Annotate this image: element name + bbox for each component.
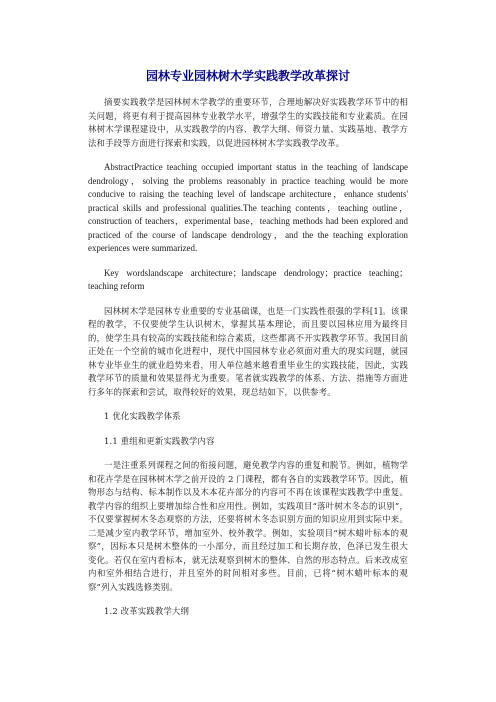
subsection-heading-1-2: 1.2 改革实践教学大纲 [104,606,189,616]
paper-title: 园林专业园林树木学实践教学改革探讨 [145,69,350,83]
document-page [88,68,408,630]
section-heading-1: 1 优化实践教学体系 [104,411,181,421]
subsection-body-1-1: 一是注重系列课程之间的衔接问题，避免教学内容的重复和脱节。例如，植物学和花卉学是在园林树木学之前开设的 2 门课程，都有各自的实践教学环节。因此，植物形态与结构、标本制作以及木本花卉部分的内容可不再在该课程实践教学中重复。教学内容的组织上要增加综合性和应用性。例如，实践项目“落叶树木冬态的识别”，不仅要掌握树木冬态观察的方法，还要将树木冬态识别方面的知识应用到实际中来。二是减少室内教学环节，增加室外、校外教学。例如，实验项目“树木蜡叶标本的观察”，因标本只是树木整体的一小部分，而且经过加工和长期存放，色泽已发生很大变化。若仅在室内看标本，就无法观察到树木的整体、自然的形态特点。后来改成室内和室外相结合进行，并且室外的时间相对多些。目前，已将“树木蜡叶标本的观察”列入实践选修类别。 [88,460,408,592]
subsection-heading-1-1: 1.1 重组和更新实践教学内容 [104,435,215,446]
abstract-english: AbstractPractice teaching occupied important status in the teaching of landscape dendrology，solving the problems reasonably in practice teaching would be more conducive to raising the teaching level of landscape architecture，enhance students' practical skills and professional qualities.The teaching contents，teaching outline，construction of teachers，experimental base，teaching methods had been explored and practiced of the course of landscape dendrology，and the the teaching exploration experiences were summarized. [88,162,408,253]
introduction-paragraph: 园林树木学是园林专业重要的专业基础课，也是一门实践性很强的学科[1]。该课程的教学，不仅要使学生认识树木，掌握其基本理论，而且要以园林应用为最终目的，使学生具有较高的实践技能和综合素质，这些都离不开实践教学环节。我国目前正处在一个空前的城市化进程中，现代中国园林专业必须面对重大的现实问题，就园林专业毕业生的就业趋势来看，用人单位越来越看重毕业生的实践技能，因此，实践教学环节的质量和效果显得尤为重要。笔者就实践教学的体系、方法、措施等方面进行多年的探索和尝试，取得较好的效果，现总结如下，以供参考。 [88,305,408,397]
keywords-english: Key wordslandscape architecture；landscape dendrology；practice teaching；teaching reform [88,267,408,291]
abstract-chinese: 摘要实践教学是园林树木学教学的重要环节，合理地解决好实践教学环节中的相关问题，将更有利于提高园林专业教学水平，增强学生的实践技能和专业素质。在园林树木学课程建设中，从实践教学的内容、教学大纲、师资力量、实践基地、教学方法和手段等方面进行探索和实践，以促进园林树木学实践教学改革。 [88,97,408,148]
